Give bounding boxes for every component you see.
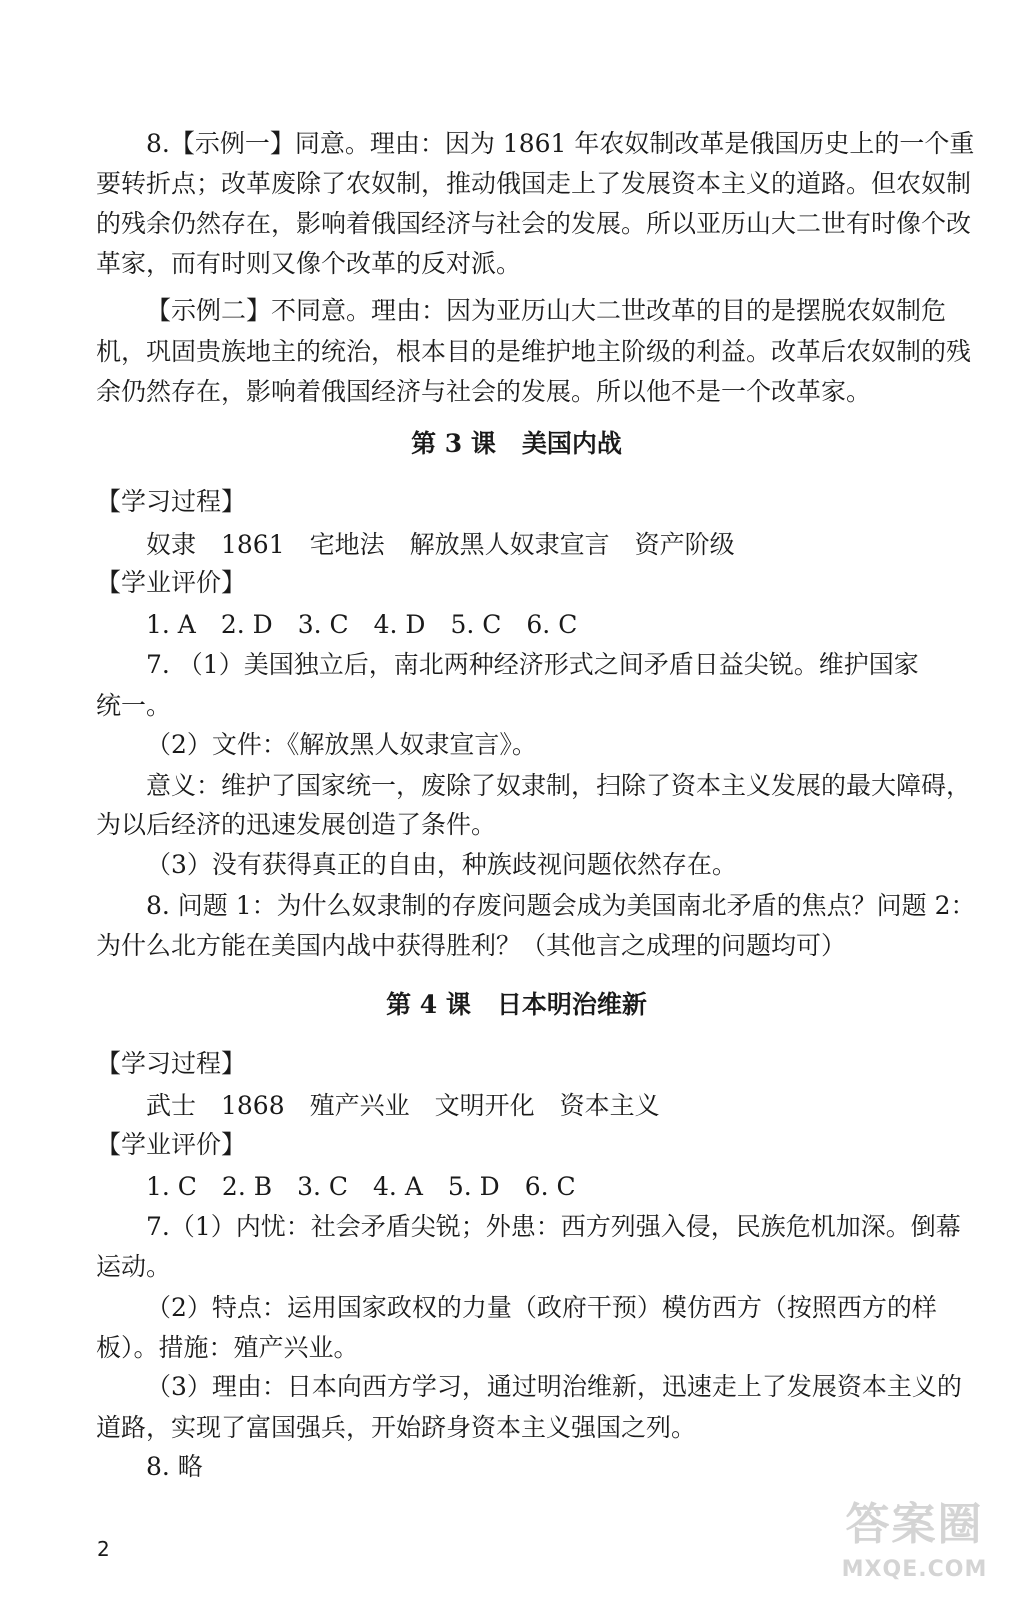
text-line: 的残余仍然存在，影响着俄国经济与社会的发展。所以亚历山大二世有时像个改 xyxy=(96,209,972,238)
lesson-heading xyxy=(0,424,1033,464)
text-line: （2）文件：《解放黑人奴隶宣言》。 xyxy=(146,730,537,759)
text-line: 为以后经济的迅速发展创造了条件。 xyxy=(96,810,497,839)
section-label: 【学业评价】 xyxy=(96,568,247,597)
text-line: 【示例二】不同意。理由：因为亚历山大二世改革的目的是摆脱农奴制危 xyxy=(146,296,947,325)
answer-line: 1. A 2. D 3. C 4. D 5. C 6. C xyxy=(146,610,578,639)
process-items: 武士 1868 殖产兴业 文明开化 资本主义 xyxy=(146,1091,660,1120)
lesson-number: 第 3 课 xyxy=(411,429,496,458)
text-line: 8. 略 xyxy=(146,1452,203,1481)
text-line: 要转折点；改革废除了农奴制，推动俄国走上了发展资本主义的道路。但农奴制 xyxy=(96,169,972,198)
lesson-title: 美国内战 xyxy=(521,429,622,458)
answer-line: 1. C 2. B 3. C 4. A 5. D 6. C xyxy=(146,1172,576,1201)
lesson-heading xyxy=(0,985,1033,1025)
watermark-logo xyxy=(812,1496,1017,1596)
lesson-number: 第 4 课 xyxy=(386,990,471,1019)
text-line: （2）特点：运用国家政权的力量（政府干预）模仿西方（按照西方的样 xyxy=(146,1293,937,1322)
section-label: 【学习过程】 xyxy=(96,1049,247,1078)
section-label: 【学业评价】 xyxy=(96,1130,247,1159)
text-line: 7.（1）内忧：社会矛盾尖锐；外患：西方列强入侵，民族危机加深。倒幕 xyxy=(146,1212,961,1241)
lesson-title: 日本明治维新 xyxy=(496,990,647,1019)
text-line: 机，巩固贵族地主的统治，根本目的是维护地主阶级的利益。改革后农奴制的残 xyxy=(96,337,972,366)
process-items: 奴隶 1861 宅地法 解放黑人奴隶宣言 资产阶级 xyxy=(146,530,735,559)
text-line: 道路，实现了富国强兵，开始跻身资本主义强国之列。 xyxy=(96,1413,697,1442)
page-number: 2 xyxy=(97,1537,110,1561)
text-line: 为什么北方能在美国内战中获得胜利？（其他言之成理的问题均可） xyxy=(96,931,847,960)
text-line: 8. 问题 1：为什么奴隶制的存废问题会成为美国南北矛盾的焦点？问题 2： xyxy=(146,891,976,920)
text-line: （3）理由：日本向西方学习，通过明治维新，迅速走上了发展资本主义的 xyxy=(146,1372,962,1401)
text-line: 意义：维护了国家统一，废除了奴隶制，扫除了资本主义发展的最大障碍， xyxy=(146,771,972,800)
section-label: 【学习过程】 xyxy=(96,487,247,516)
text-line: 7. （1）美国独立后，南北两种经济形式之间矛盾日益尖锐。维护国家 xyxy=(146,650,919,679)
text-line: 统一。 xyxy=(96,691,172,720)
text-line: 8.【示例一】同意。理由：因为 1861 年农奴制改革是俄国历史上的一个重 xyxy=(146,129,975,158)
watermark-text: 答案圈 xyxy=(845,1499,984,1550)
text-line: 余仍然存在，影响着俄国经济与社会的发展。所以他不是一个改革家。 xyxy=(96,377,872,406)
text-line: 运动。 xyxy=(96,1252,172,1281)
text-line: （3）没有获得真正的自由，种族歧视问题依然存在。 xyxy=(146,850,737,879)
text-line: 板）。措施：殖产兴业。 xyxy=(96,1333,359,1362)
watermark-url: MXQE.COM xyxy=(841,1557,988,1582)
text-line: 革家，而有时则又像个改革的反对派。 xyxy=(96,249,522,278)
